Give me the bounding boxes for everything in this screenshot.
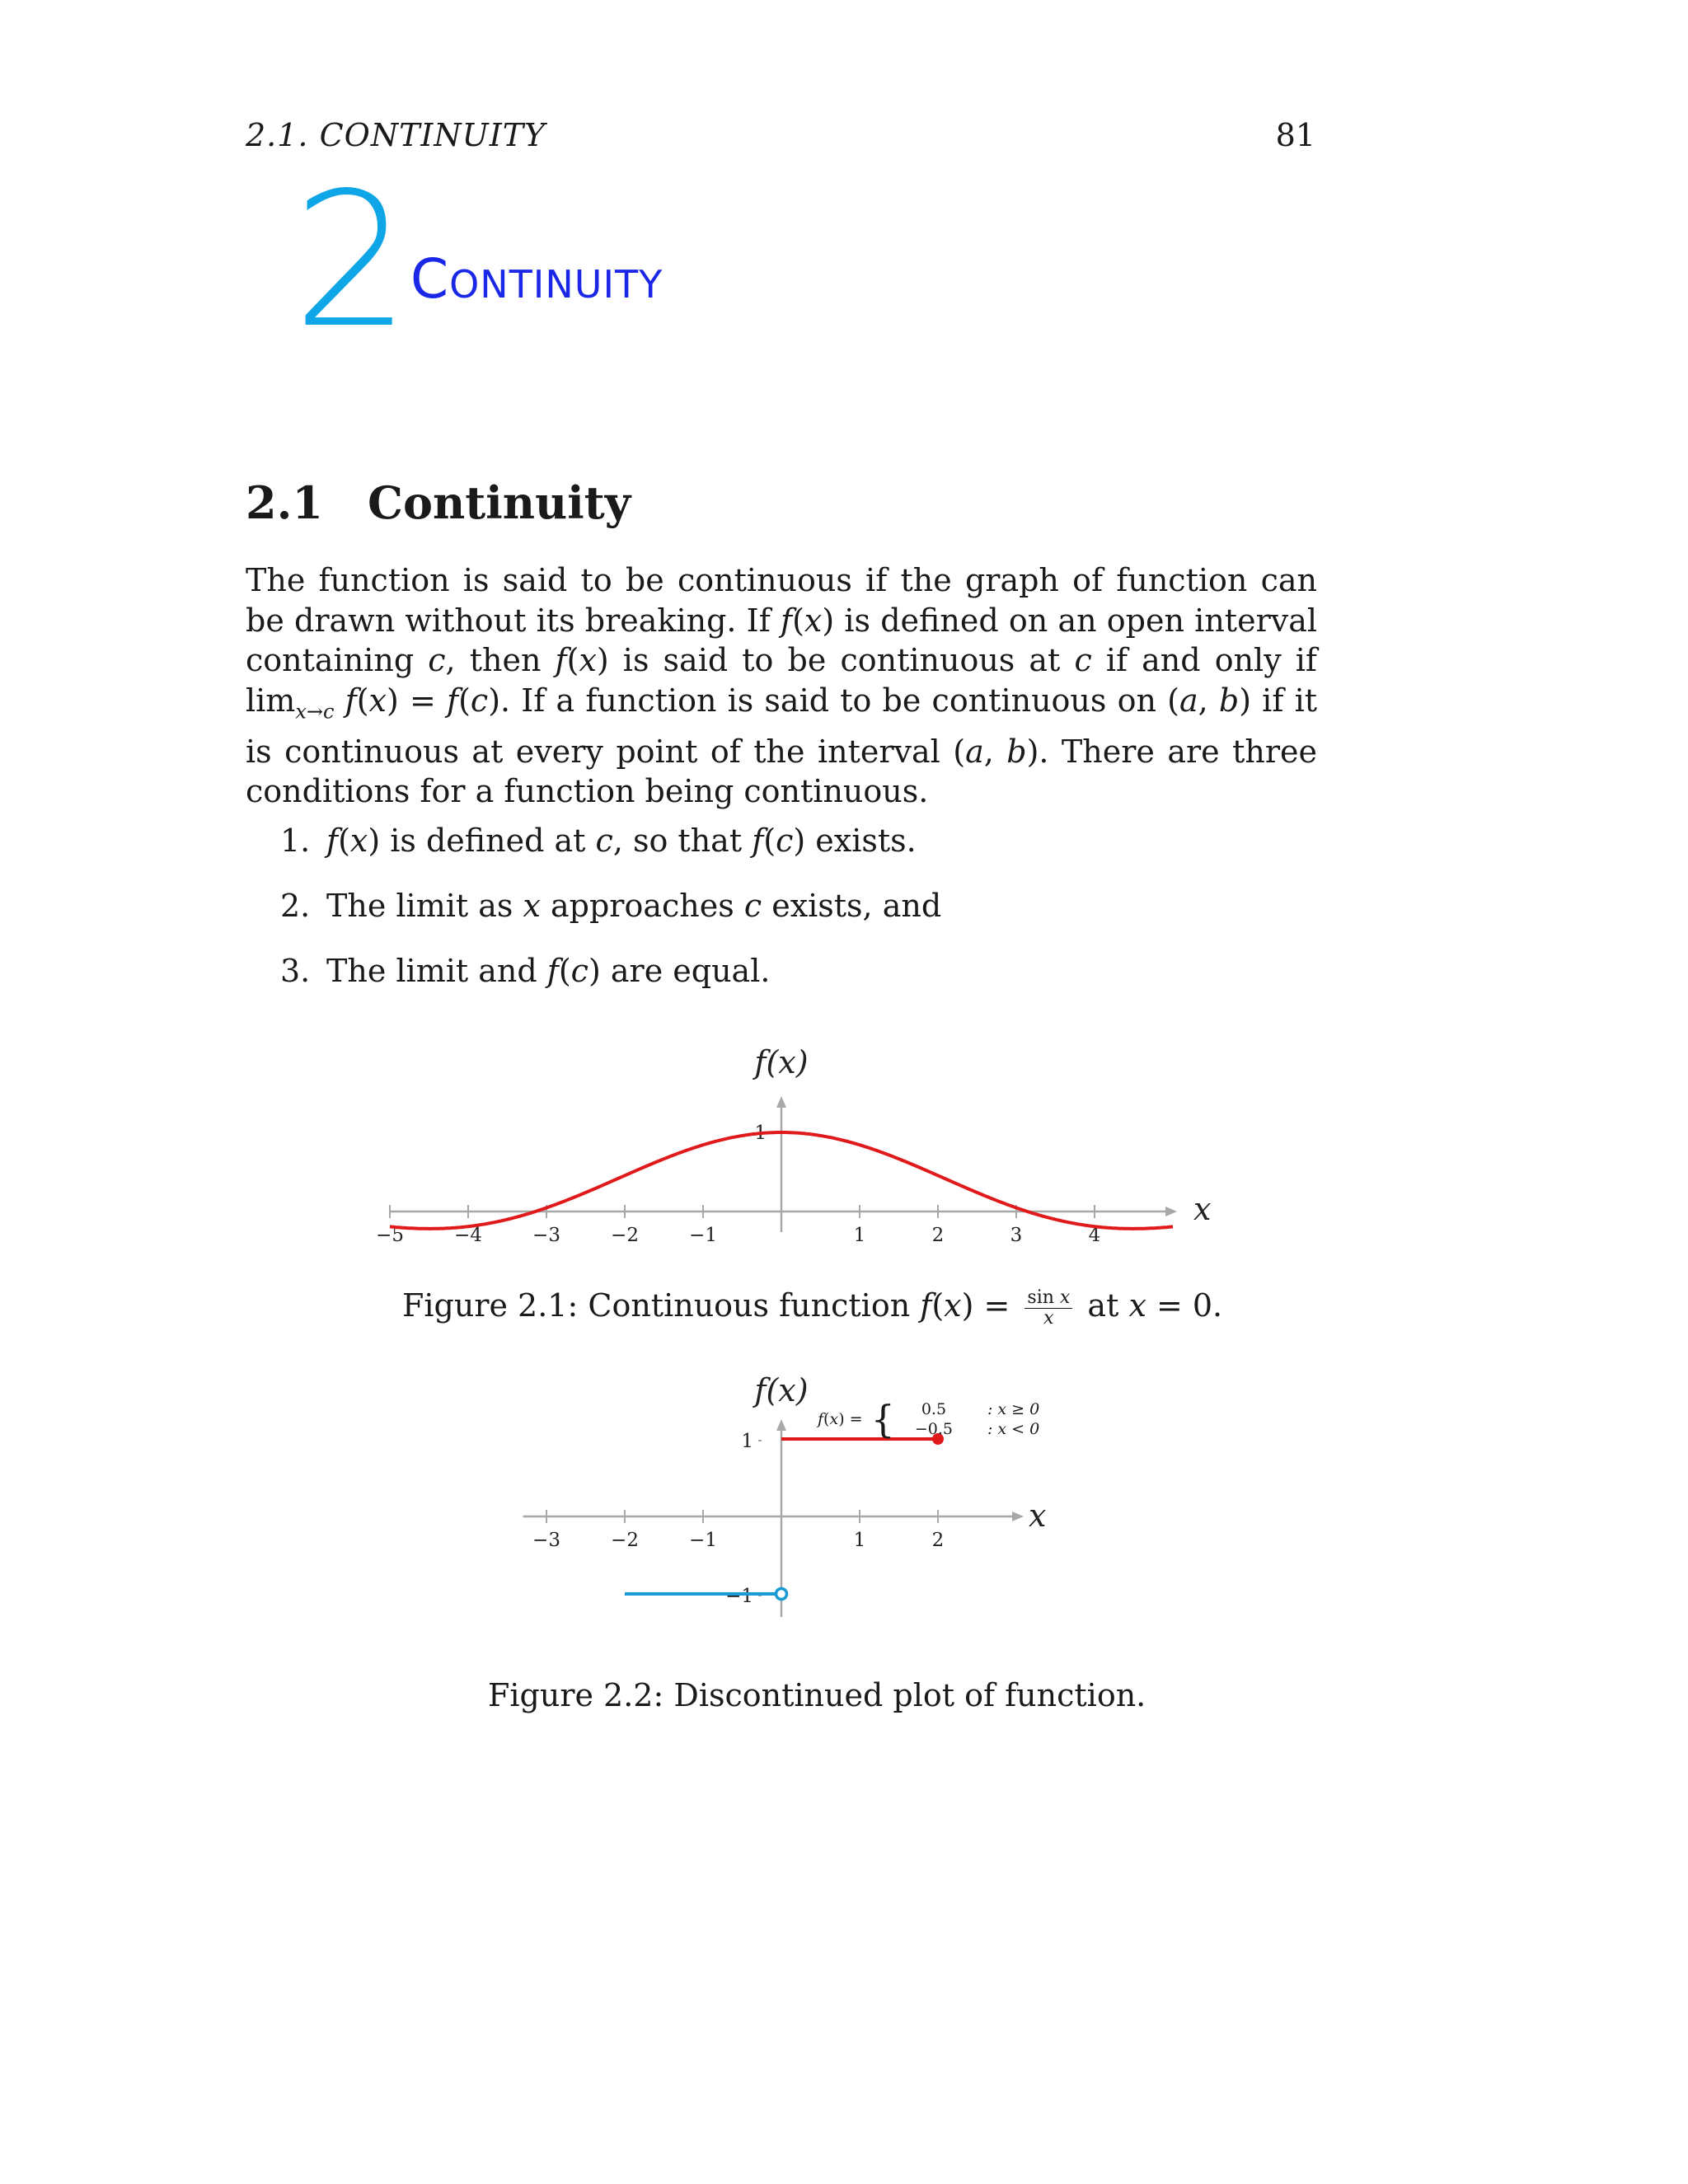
chapter-number: 2	[293, 153, 411, 369]
legend-condition: : x ≥ 0	[987, 1400, 1040, 1418]
figure-2-1-caption: Figure 2.1: Continuous function f(x) = $\frac{\text{sin x}}{x}$ at x = 0.	[402, 1287, 1223, 1329]
y-axis-arrow	[776, 1419, 786, 1431]
x-axis-arrow	[1165, 1207, 1177, 1216]
x-tick-label: −1	[689, 1530, 717, 1551]
x-tick-label: −5	[376, 1225, 404, 1246]
list-item: 1. f(x) is defined at c, so that f(c) exists.	[280, 823, 917, 859]
x-axis-label: x	[1029, 1497, 1047, 1534]
x-tick-label: −2	[611, 1225, 639, 1246]
x-tick-label: −4	[454, 1225, 482, 1246]
x-tick-label: −3	[532, 1530, 560, 1551]
x-tick-label: 2	[931, 1225, 945, 1246]
legend-value: −0.5	[914, 1420, 953, 1438]
legend-condition: : x < 0	[987, 1420, 1040, 1438]
y-tick-label: 1	[741, 1431, 753, 1452]
x-tick-label: 4	[1088, 1225, 1101, 1246]
chapter-title: Continuity	[410, 247, 663, 311]
y-axis-arrow	[776, 1096, 786, 1108]
x-tick-label: 1	[853, 1225, 866, 1246]
x-tick-label: 1	[853, 1530, 866, 1551]
page-number: 81	[1275, 117, 1315, 153]
y-tick-label: −1	[725, 1586, 753, 1607]
x-axis-label: x	[1193, 1191, 1212, 1227]
figure-2-2-caption: Figure 2.2: Discontinued plot of function.	[488, 1677, 1146, 1713]
section-number: 2.1	[246, 476, 323, 529]
x-axis-arrow	[1012, 1511, 1024, 1521]
open-endpoint-marker	[776, 1589, 787, 1600]
y-tick-label: 1	[754, 1122, 767, 1144]
y-axis-label: f(x)	[754, 1372, 809, 1408]
x-tick-label: −2	[611, 1530, 639, 1551]
legend-value: 0.5	[921, 1400, 947, 1418]
running-header: 2.1. CONTINUITY	[246, 117, 546, 153]
x-tick-label: −1	[689, 1225, 717, 1246]
x-tick-label: 3	[1010, 1225, 1023, 1246]
x-tick-label: −3	[532, 1225, 560, 1246]
list-item: 3. The limit and f(c) are equal.	[280, 953, 771, 989]
x-tick-label: 2	[931, 1530, 945, 1551]
section-title: Continuity	[368, 476, 631, 529]
piecewise-legend: f(x) = { 0.5 −0.5 : x ≥ 0 : x < 0	[818, 1397, 1040, 1441]
list-item: 2. The limit as x approaches c exists, and	[280, 888, 942, 924]
y-axis-label: f(x)	[754, 1044, 809, 1080]
body-paragraph: The function is said to be continuous if the graph of function can be drawn without its breaking. If f(x) is defined on an open interval containing c, then f(x) is said to be continuous at c if and only if $\lim_{x\to c} f(x) = f(c)$. If a function is said to be continuous on (a, b) if it is continuous at every point of the interval (a, b). There are three conditions for a function being continuous.	[246, 562, 1318, 810]
figure-2-1-plot	[376, 1044, 1211, 1246]
